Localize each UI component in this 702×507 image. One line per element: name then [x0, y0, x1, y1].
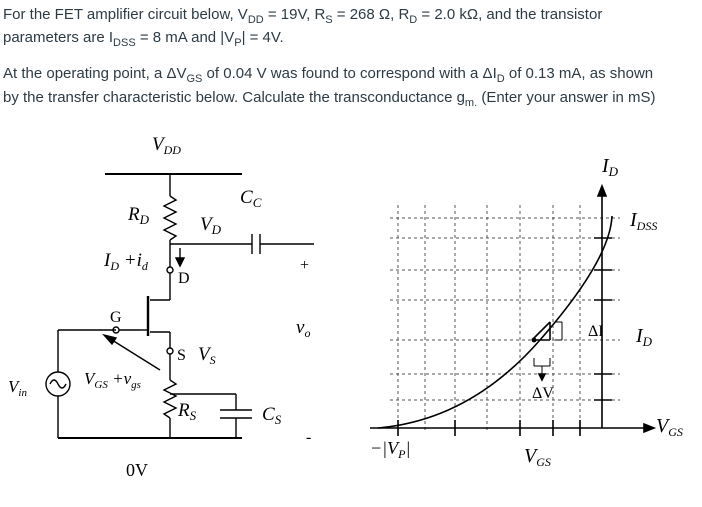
- svg-text:RS: $R_S$: [178, 400, 197, 423]
- svg-text:VGS: $V_{GS}$: [656, 415, 683, 439]
- svg-text:S: S: [177, 347, 186, 364]
- svg-text:ΔI: ΔI: [588, 323, 604, 340]
- svg-text:VGS +vgs: $V_{GS} +v_{gs}$: [84, 369, 141, 391]
- question-line-4: by the transfer characteristic below. Calculate the transconductance $g_{m.}$ (Enter your answer in mS): [3, 89, 656, 109]
- svg-text:IDSS: $I_{DSS}$: [630, 209, 658, 233]
- svg-text:Vin: $V_{in}$: [8, 377, 27, 399]
- fet-amplifier-circuit: [46, 174, 314, 438]
- svg-text:vo: $v_o$: [296, 317, 311, 340]
- svg-text:CC: $C_C$: [240, 187, 262, 210]
- svg-text:VD: $V_D$: [200, 214, 221, 237]
- svg-text:VGS: $V_{GS}$: [524, 445, 551, 469]
- question-line-2: parameters are $I_{DSS} = 8$ mA and $|V_P| = 4V$.: [3, 29, 284, 49]
- svg-text:G: G: [110, 309, 122, 326]
- svg-text:D: D: [178, 270, 190, 287]
- svg-text:-: -: [306, 429, 312, 446]
- transfer-characteristic-graph: [370, 155, 683, 469]
- svg-text:RD: $R_D$: [128, 204, 149, 227]
- svg-text:VS: $V_S$: [198, 344, 216, 367]
- circuit-labels: [8, 134, 311, 480]
- svg-text:ΔV: ΔV: [532, 385, 554, 402]
- vdd-label: V: [152, 134, 164, 155]
- svg-text:ID +id: $I_D +i_d$: [104, 250, 148, 273]
- svg-text:ID: $I_D$: [636, 325, 653, 349]
- svg-text:VDD: $V_{DD}$: [152, 134, 181, 157]
- question-line-3: At the operating point, a $\Delta V_{GS}$ of 0.04 V was found to correspond with a $\Delta I_D$ of 0.13 mA, as shown: [3, 65, 654, 85]
- question-line-1: For the FET amplifier circuit below, $V_{DD} = 19V$, $R_S = 268$ Ω, $R_D = 2.0$ kΩ, and the transistor: [3, 6, 603, 26]
- svg-text:0V: 0V: [126, 460, 148, 480]
- svg-text:+: +: [300, 257, 310, 274]
- svg-text:−|VP|: $-|V_P|$: [370, 438, 411, 461]
- svg-text:ID: $I_D$: [602, 155, 619, 179]
- svg-text:CS: $C_S$: [262, 404, 282, 427]
